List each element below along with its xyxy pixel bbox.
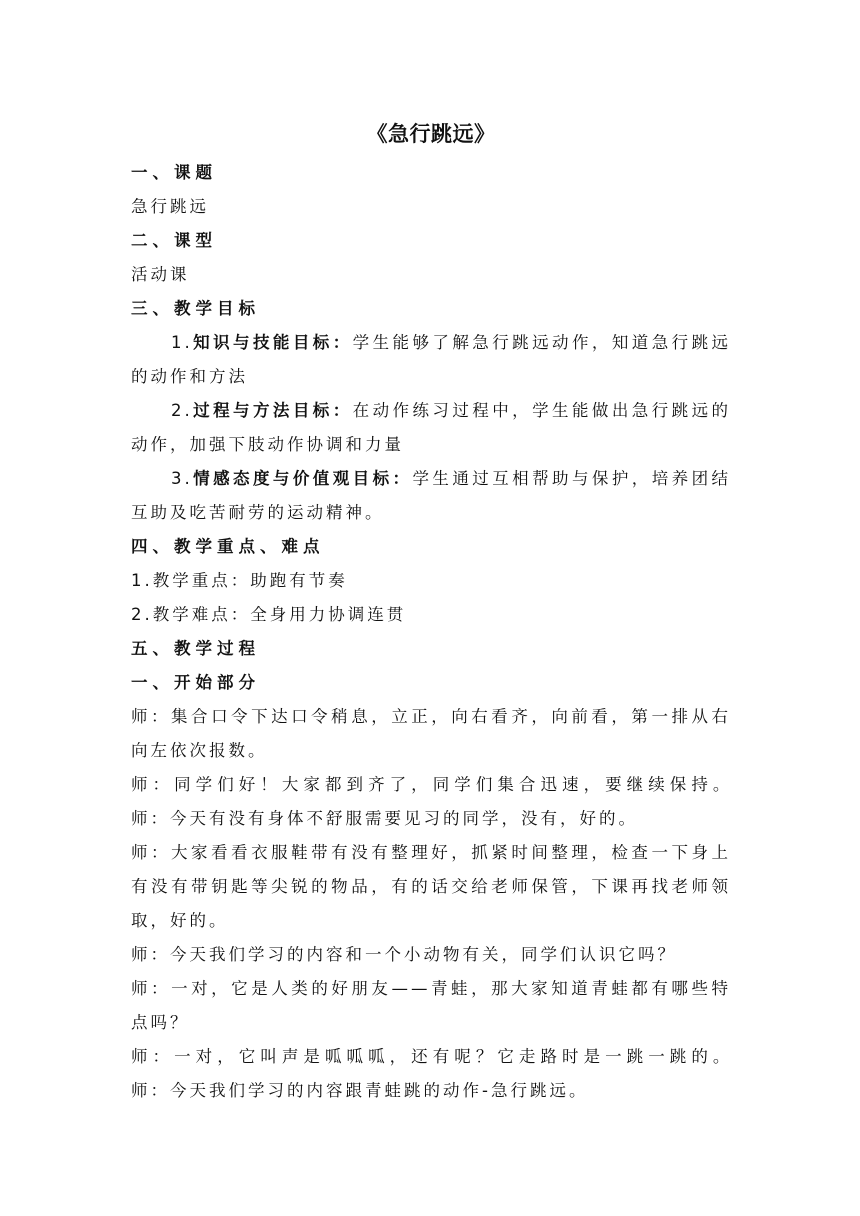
goal-knowledge — [131, 326, 731, 394]
goal-attitude — [131, 462, 731, 530]
key-point-text: 1.教学重点：助跑有节奏 — [131, 571, 348, 590]
document-title: 《急行跳远》 — [366, 122, 496, 146]
goal-label: 过程与方法目标： — [192, 401, 353, 420]
lesson-type-text: 活动课 — [131, 265, 190, 284]
dialogue-line: 师：同学们好！大家都到齐了，同学们集合迅速，要继续保持。 — [131, 775, 731, 794]
dialogue-line: 师：一对，它叫声是呱呱呱，还有呢？它走路时是一跳一跳的。 — [131, 1047, 731, 1066]
goal-number: 3. — [171, 469, 193, 488]
section-heading-key-points: 四、教学重点、难点 — [131, 537, 325, 556]
dialogue-line: 师：今天我们学习的内容跟青蛙跳的动作-急行跳远。 — [131, 1081, 589, 1100]
dialogue-line: 师：今天我们学习的内容和一个小动物有关，同学们认识它吗？ — [131, 945, 677, 964]
goal-text: 在动作练习过程中，学生能做出急行跳远的动作，加强下肢动作协调和力量 — [131, 401, 732, 454]
section-heading-process: 五、教学过程 — [131, 639, 260, 658]
dialogue-line: 师：集合口令下达口令稍息，立正，向右看齐，向前看，第一排从右向左依次报数。 — [131, 707, 731, 760]
goal-label: 知识与技能目标： — [192, 333, 353, 352]
section-heading-lesson-type: 二、课型 — [131, 231, 217, 250]
goal-number: 1. — [171, 333, 193, 352]
dialogue-line: 师：大家看看衣服鞋带有没有整理好，抓紧时间整理，检查一下身上有没有带钥匙等尖锐的物品，有的话交给老师保管，下课再找老师领取，好的。 — [131, 843, 731, 930]
goal-label: 情感态度与价值观目标： — [192, 469, 413, 488]
dialogue-line: 师：一对，它是人类的好朋友——青蛙，那大家知道青蛙都有哪些特点吗？ — [131, 979, 731, 1032]
document-body — [131, 114, 731, 1108]
difficult-point-text: 2.教学难点：全身用力协调连贯 — [131, 605, 407, 624]
goal-process — [131, 394, 731, 462]
topic-text: 急行跳远 — [131, 197, 209, 216]
goal-number: 2. — [171, 401, 193, 420]
goal-text: 学生能够了解急行跳远动作，知道急行跳远的动作和方法 — [131, 333, 732, 386]
section-heading-topic: 一、课题 — [131, 163, 217, 182]
goal-text: 学生通过互相帮助与保护，培养团结互助及吃苦耐劳的运动精神。 — [131, 469, 732, 522]
subsection-heading-opening: 一、开始部分 — [131, 673, 260, 692]
section-heading-goals: 三、教学目标 — [131, 299, 260, 318]
dialogue-line: 师：今天有没有身体不舒服需要见习的同学，没有，好的。 — [131, 809, 638, 828]
